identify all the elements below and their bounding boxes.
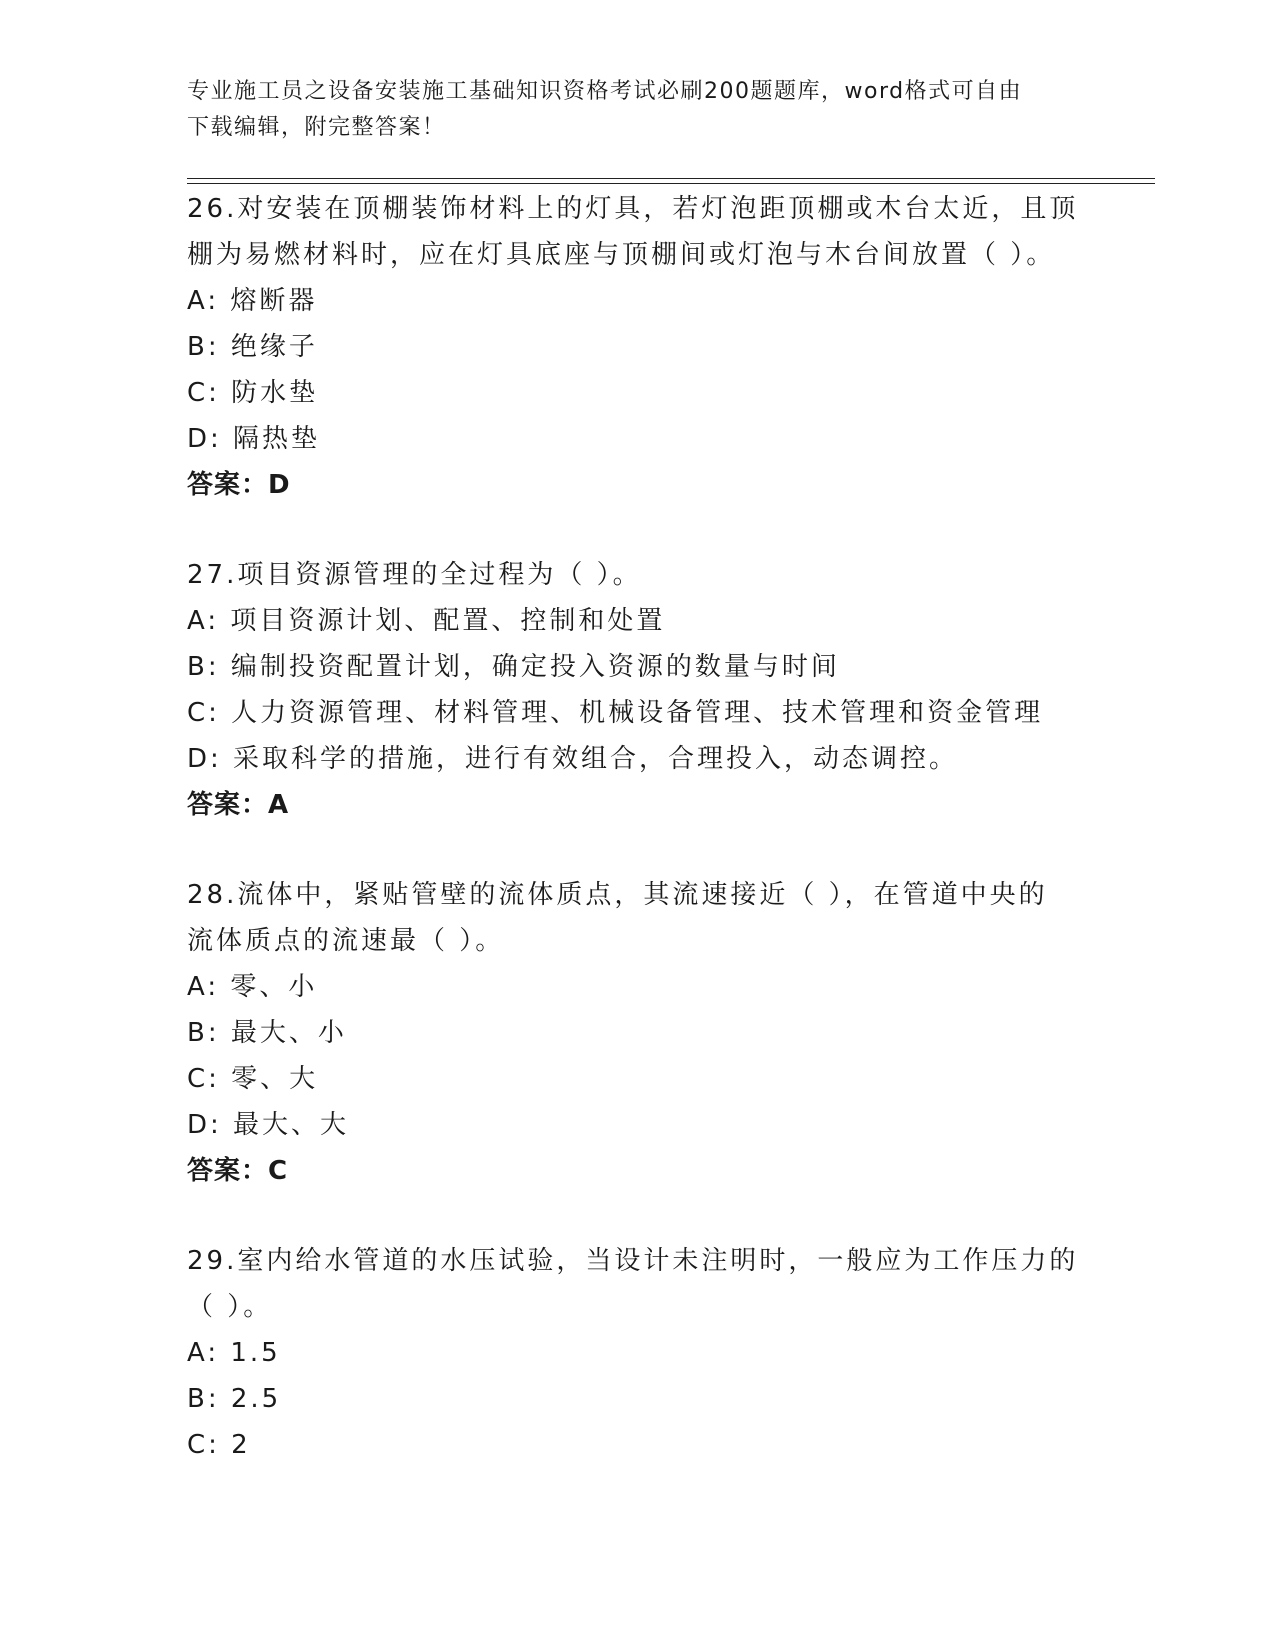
option-d: D: 采取科学的措施，进行有效组合，合理投入，动态调控。 [187,744,959,774]
question-26 [187,186,1087,508]
option-d: D: 隔热垫 [187,424,321,454]
option-c: C: 防水垫 [187,378,319,408]
answer-value: C [268,1156,289,1186]
option-b: B: 编制投资配置计划，确定投入资源的数量与时间 [187,652,840,682]
question-stem-line: （ ）。 [187,1292,273,1322]
question-29 [187,1238,1087,1468]
question-stem-line: 流体质点的流速最（ ）。 [187,926,505,956]
answer-label: 答案： [187,1156,269,1186]
option-b: B: 绝缘子 [187,332,318,362]
question-stem-line: 29.室内给水管道的水压试验，当设计未注明时，一般应为工作压力的 [187,1246,1079,1276]
question-stem-line: 28.流体中，紧贴管壁的流体质点，其流速接近（ ），在管道中央的 [187,880,1048,910]
answer-value: A [268,790,290,820]
option-d: D: 最大、大 [187,1110,350,1140]
answer-value: D [268,470,291,500]
option-c: C: 2 [187,1430,251,1460]
option-a: A: 零、小 [187,972,318,1002]
answer-label: 答案： [187,470,269,500]
option-b: B: 2.5 [187,1384,282,1414]
question-stem-line: 棚为易燃材料时，应在灯具底座与顶棚间或灯泡与木台间放置（ ）。 [187,240,1056,270]
document-header [187,74,1087,146]
option-b: B: 最大、小 [187,1018,347,1048]
header-line-2: 下载编辑，附完整答案！ [187,115,446,140]
question-stem-line: 26.对安装在顶棚装饰材料上的灯具，若灯泡距顶棚或木台太近，且顶 [187,194,1079,224]
question-27 [187,552,1087,828]
option-c: C: 人力资源管理、材料管理、机械设备管理、技术管理和资金管理 [187,698,1044,728]
header-divider-top [187,178,1155,179]
option-c: C: 零、大 [187,1064,319,1094]
question-28 [187,872,1087,1194]
answer [187,1148,1087,1194]
header-line-1: 专业施工员之设备安装施工基础知识资格考试必刷200题题库，word格式可自由 [187,79,1023,104]
question-stem-line: 27.项目资源管理的全过程为（ ）。 [187,560,642,590]
answer [187,782,1087,828]
answer [187,462,1087,508]
option-a: A: 1.5 [187,1338,281,1368]
answer-label: 答案： [187,790,269,820]
option-a: A: 项目资源计划、配置、控制和处置 [187,606,666,636]
header-divider-bottom [187,183,1155,184]
option-a: A: 熔断器 [187,286,318,316]
